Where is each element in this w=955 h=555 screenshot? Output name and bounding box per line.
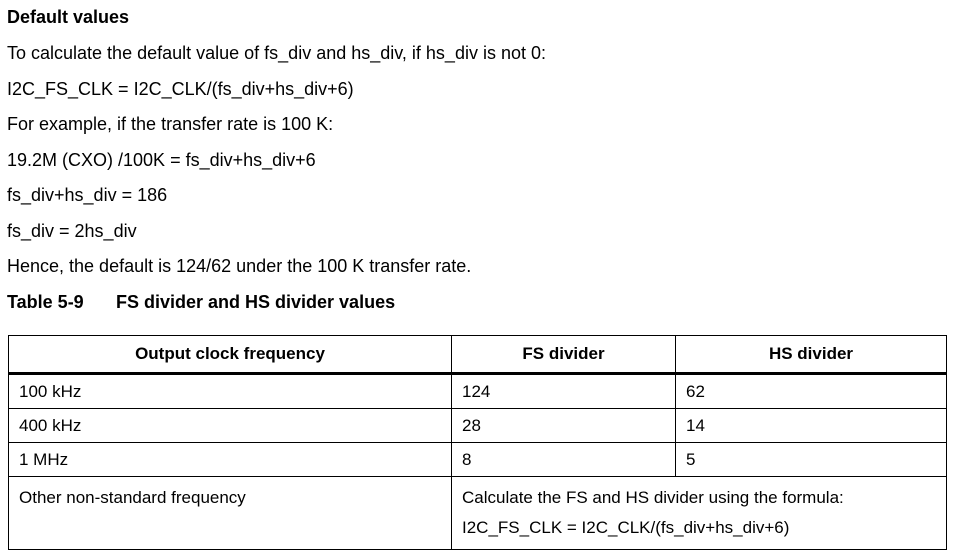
- formula-note-equation: I2C_FS_CLK = I2C_CLK/(fs_div+hs_div+6): [462, 518, 790, 537]
- table-row: [9, 443, 947, 477]
- formula-line: I2C_FS_CLK = I2C_CLK/(fs_div+hs_div+6): [7, 79, 354, 99]
- formula-note-text: Calculate the FS and HS divider using the formula:: [462, 488, 844, 507]
- calculation-line-1: 19.2M (CXO) /100K = fs_div+hs_div+6: [7, 150, 316, 170]
- cell-frequency: 1 MHz: [9, 443, 452, 477]
- cell-hs-divider: 5: [676, 443, 947, 477]
- cell-frequency: 100 kHz: [9, 374, 452, 409]
- table-caption: [7, 292, 395, 313]
- header-hs-divider: HS divider: [676, 336, 947, 374]
- header-output-clock-frequency: Output clock frequency: [9, 336, 452, 374]
- cell-fs-divider: 28: [452, 409, 676, 443]
- paragraph-conclusion: Hence, the default is 124/62 under the 100 K transfer rate.: [7, 256, 472, 276]
- table-row-other: [9, 477, 947, 550]
- paragraph-intro: To calculate the default value of fs_div and hs_div, if hs_div is not 0:: [7, 43, 546, 63]
- cell-fs-divider: 124: [452, 374, 676, 409]
- cell-hs-divider: 14: [676, 409, 947, 443]
- section-heading: Default values: [7, 7, 130, 27]
- cell-fs-divider: 8: [452, 443, 676, 477]
- table-row: [9, 409, 947, 443]
- table-row: [9, 374, 947, 409]
- calculation-line-2: fs_div+hs_div = 186: [7, 185, 168, 205]
- table-caption-number: Table 5-9: [7, 292, 84, 312]
- cell-frequency: 400 kHz: [9, 409, 452, 443]
- calculation-line-3: fs_div = 2hs_div: [7, 221, 137, 241]
- cell-formula-note: [452, 477, 947, 550]
- paragraph-example: For example, if the transfer rate is 100 K:: [7, 114, 334, 134]
- table-header-row: [9, 336, 947, 374]
- cell-hs-divider: 62: [676, 374, 947, 409]
- table-caption-title: FS divider and HS divider values: [116, 292, 396, 312]
- header-fs-divider: FS divider: [452, 336, 676, 374]
- cell-frequency-other: Other non-standard frequency: [9, 477, 452, 550]
- divider-values-table: [8, 335, 947, 550]
